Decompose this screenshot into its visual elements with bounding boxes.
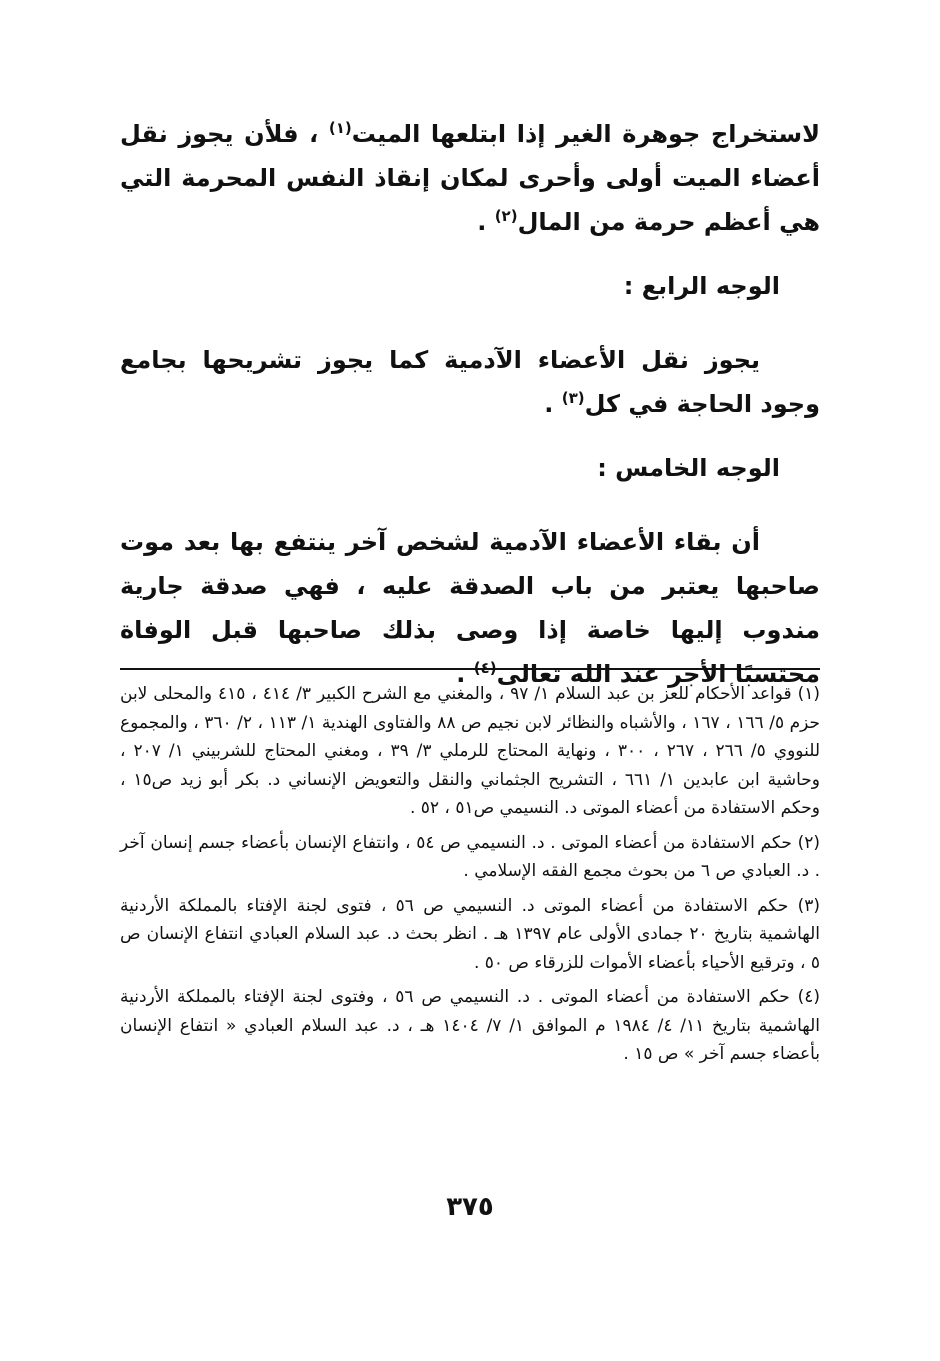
paragraph-end: . — [544, 390, 562, 418]
paragraph-end: . — [477, 208, 495, 236]
footnote-3: (٣) حكم الاستفادة من أعضاء الموتى د. النسيمي ص ٥٦ ، فتوى لجنة الإفتاء بالمملكة الأردنية الهاشمية بتاريخ ٢٠ جمادى الأولى عام ١٣٩٧ هـ . انظر بحث د. عبد السلام العبادي انتفاع الإنسان ص ٥ ، وترقيع الأحياء بأعضاء الأموات للزرقاء ص ٥٠ . — [120, 895, 821, 973]
footnote-4: (٤) حكم الاستفادة من أعضاء الموتى . د. النسيمي ص ٥٦ ، وفتوى لجنة الإفتاء بالمملكة الأردنية الهاشمية بتاريخ ١١/ ٤/ ١٩٨٤ م الموافق ١/ ٧/ ١٤٠٤ هـ ، د. عبد السلام العبادي « انتفاع الإنسان بأعضاء جسم آخر » ص ١٥ . — [120, 987, 820, 1064]
footnotes — [120, 680, 820, 1075]
footnote-ref-1: (١) — [328, 119, 352, 137]
footnote-divider — [120, 668, 820, 670]
paragraph-text: أن بقاء الأعضاء الآدمية لشخص آخر ينتفع بها بعد موت صاحبها يعتبر من باب الصدقة عليه ، فهي صدقة جارية مندوب إليها خاصة إذا وصى بذلك صاحبها قبل الوفاة محتسبًا الأجر عند الله تعالى — [120, 528, 820, 688]
main-text — [120, 112, 820, 716]
paragraph-continued — [120, 112, 820, 244]
paragraph-text: لاستخراج جوهرة الغير إذا ابتلعها الميت — [351, 120, 820, 148]
footnote-1: (١) قواعد الأحكام للعز بن عبد السلام ١/ ٩٧ ، والمغني مع الشرح الكبير ٣/ ٤١٤ ، ٤١٥ والمحلى لابن حزم ٥/ ١٦٦ ، ١٦٧ ، والأشباه والنظائر لابن نجيم ص ٨٨ والفتاوى الهندية ١/ ١١٣ ، ٢/ ٣٦٠ ، والمجموع للنووي ٥/ ٢٦٦ ، ٢٦٧ ، ٣٠٠ ، ونهاية المحتاج للرملي ٣/ ٣٩ ، ومغني المحتاج للشربيني ١/ ٢٠٧ ، وحاشية ابن عابدين ١/ ٦٦١ ، التشريح الجثماني والنقل والتعويض الإنساني د. بكر أبو زيد ص١٥ ، وحكم الاستفادة من أعضاء الموتى د. النسيمي ص٥١ ، ٥٢ . — [120, 684, 821, 818]
footnote-2: (٢) حكم الاستفادة من أعضاء الموتى . د. النسيمي ص ٥٤ ، وانتفاع الإنسان بأعضاء جسم إنسان آخر . د. العبادي ص ٦ من بحوث مجمع الفقه الإسلامي . — [120, 832, 820, 881]
paragraph-text: ، فلأن يجوز نقل أعضاء الميت أولى وأحرى لمكان إنقاذ النفس المحرمة التي هي أعظم حرمة من المال — [120, 120, 820, 236]
footnote-ref-3: (٣) — [561, 389, 585, 407]
section-heading-fifth: الوجه الخامس : — [597, 454, 780, 482]
paragraph-end: . — [456, 660, 474, 688]
footnote-ref-2: (٢) — [494, 207, 518, 225]
section-heading-fourth: الوجه الرابع : — [623, 272, 780, 300]
paragraph-fourth — [120, 338, 820, 426]
paragraph-text: يجوز نقل الأعضاء الآدمية كما يجوز تشريحها بجامع وجود الحاجة في كل — [120, 346, 820, 418]
page-number: ٣٧٥ — [446, 1192, 494, 1222]
footnote-ref-4: (٤) — [473, 659, 497, 677]
